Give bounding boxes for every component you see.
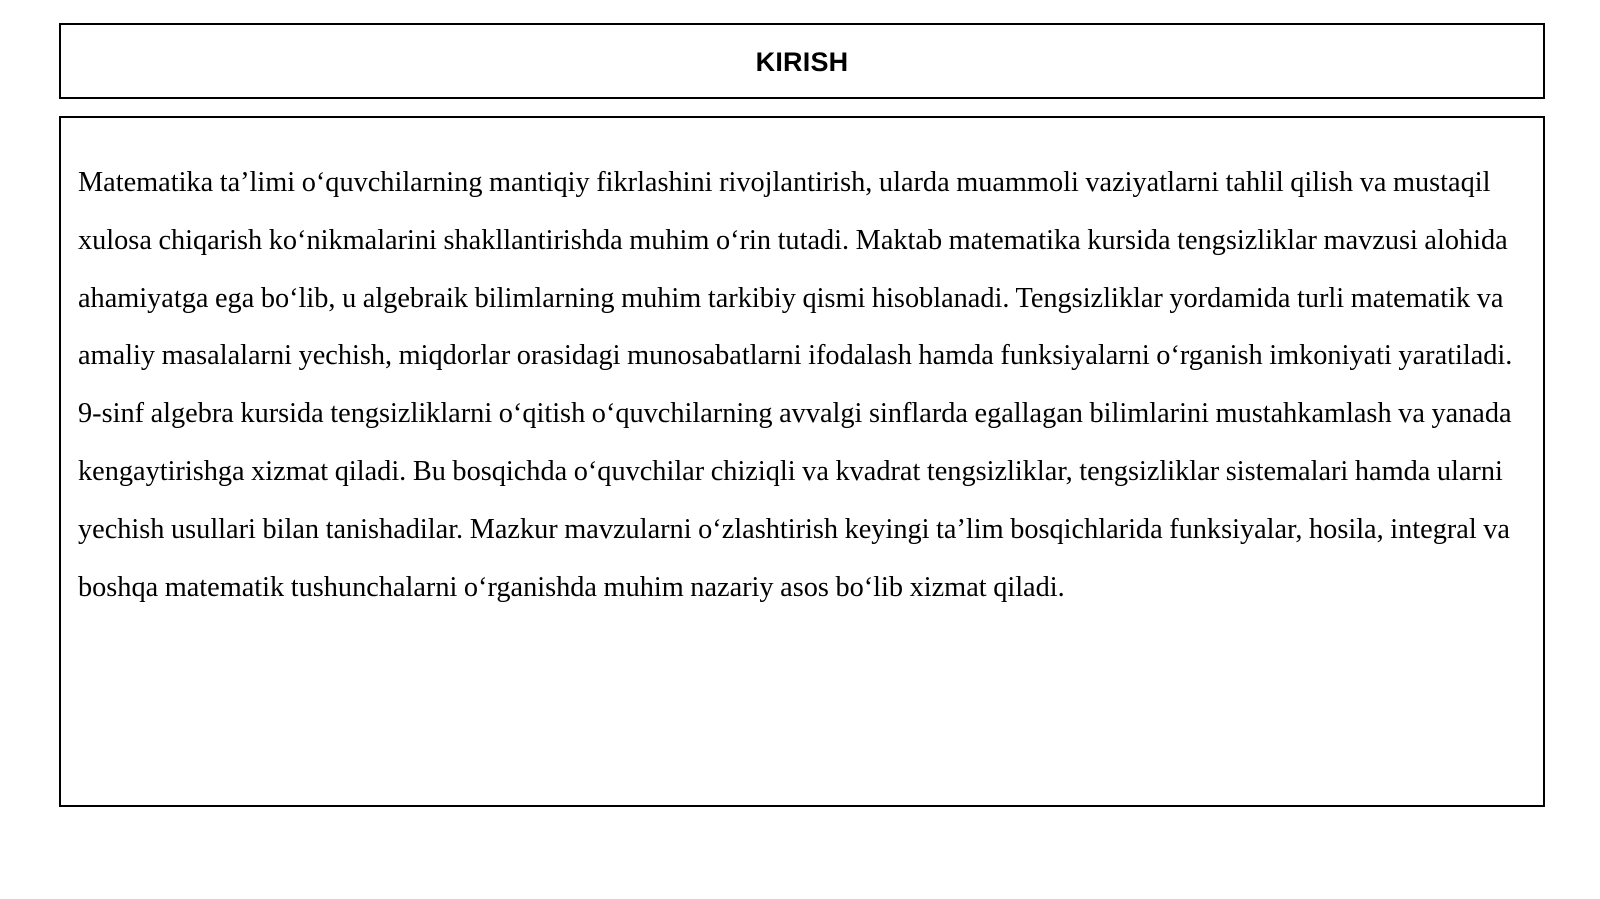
title-box — [59, 23, 1545, 99]
slide-title: KIRISH — [755, 47, 849, 77]
body-paragraph: Matematika ta’limi o‘quvchilarning mantiqiy fikrlashini rivojlantirish, ularda muammoli vaziyatlarni tahlil qilish va mustaqil xulosa chiqarish ko‘nikmalarini shakllantirishda muhim o‘rin tutadi. Maktab matematika kursida tengsizliklar mavzusi alohida ahamiyatga ega bo‘lib, u algebraik bilimlarning muhim tarkibiy qismi hisoblanadi. Tengsizliklar yordamida turli matematik va amaliy masalalarni yechish, miqdorlar orasidagi munosabatlarni ifodalash hamda funksiyalarni o‘rganish imkoniyati yaratiladi. 9-sinf algebra kursida tengsizliklarni o‘qitish o‘quvchilarning avvalgi sinflarda egallagan bilimlarini mustahkamlash va yanada kengaytirishga xizmat qiladi. Bu bosqichda o‘quvchilar chiziqli va kvadrat tengsizliklar, tengsizliklar sistemalari hamda ularni yechish usullari bilan tanishadilar. Mazkur mavzularni o‘zlashtirish keyingi ta’lim bosqichlarida funksiyalar, hosila, integral va boshqa matematik tushunchalarni o‘rganishda muhim nazariy asos bo‘lib xizmat qiladi. — [78, 167, 1513, 603]
content-box — [59, 116, 1545, 807]
